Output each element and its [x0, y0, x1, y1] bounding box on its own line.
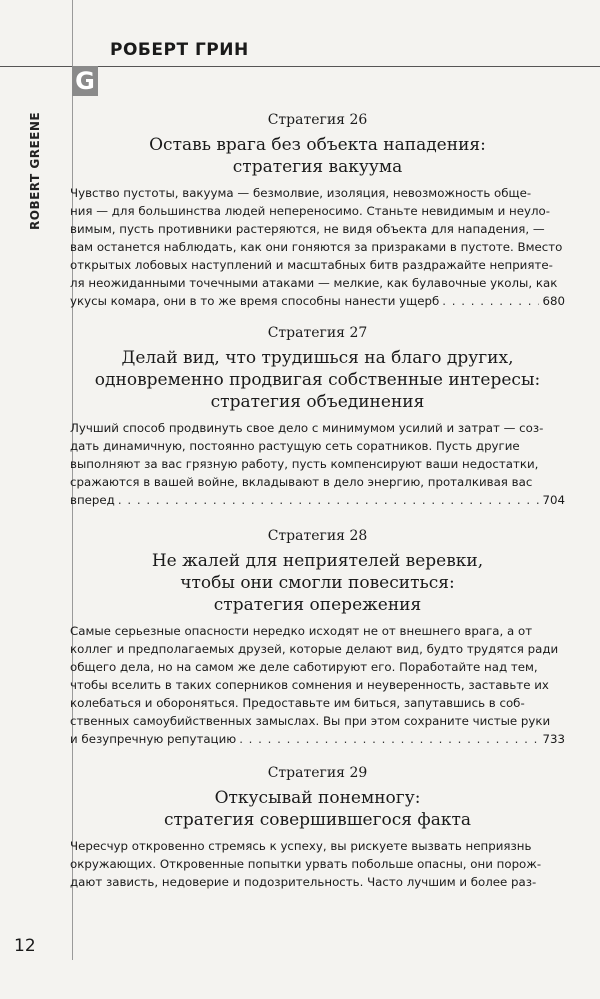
- leader-dots: [442, 292, 539, 310]
- strategy-27: [70, 325, 565, 509]
- strategy-number: Стратегия 27: [267, 325, 368, 341]
- toc-entry-line: [70, 730, 565, 748]
- title-line: Делай вид, что трудишься на благо других,: [121, 348, 514, 368]
- title-line: стратегия вакуума: [232, 157, 403, 177]
- strategy-title: [70, 787, 565, 831]
- strategy-body: [70, 184, 565, 310]
- body-line: ственных самоубийственных замыслах. Вы при этом сохраните чистые руки: [70, 714, 551, 728]
- body-line: и безупречную репутацию: [70, 732, 237, 746]
- page-ref: 680: [542, 294, 565, 308]
- spine-label: [28, 80, 48, 230]
- title-line: стратегия опережения: [213, 595, 422, 615]
- title-line: Откусывай понемногу:: [214, 788, 421, 808]
- strategy-26: [70, 112, 565, 310]
- leader-dots: [118, 491, 540, 509]
- page-ref: 733: [542, 732, 565, 746]
- page-number: 12: [14, 936, 36, 956]
- body-line: Чувство пустоты, вакуума — безмолвие, изоляция, невозможность обще-: [70, 186, 532, 200]
- toc-entry-line: [70, 491, 565, 509]
- spine-text: ROBERT GREENE: [28, 111, 42, 230]
- strategy-title: [70, 347, 565, 413]
- body-line: вимым, пусть противники растеряются, не видя объекта для нападения, —: [70, 222, 545, 236]
- body-line: дать динамичную, постоянно растущую сеть соратников. Пусть другие: [70, 439, 520, 453]
- title-line: стратегия совершившегося факта: [163, 810, 471, 830]
- strategy-body: [70, 622, 565, 748]
- body-line: выполняют за вас грязную работу, пусть компенсируют ваши недостатки,: [70, 457, 539, 471]
- body-line: вам останется наблюдать, как они гоняются за призраками в пустоте. Вместо: [70, 240, 563, 254]
- strategy-body: [70, 419, 565, 509]
- body-line: ния — для большинства людей непереносимо. Станьте невидимым и неуло-: [70, 204, 550, 218]
- strategy-title: [70, 134, 565, 178]
- body-line: Самые серьезные опасности нередко исходят не от внешнего врага, а от: [70, 624, 533, 638]
- body-line: дают зависть, недоверие и подозрительность. Часто лучшим и более раз-: [70, 875, 537, 889]
- title-line: чтобы они смогли повеситься:: [180, 573, 455, 593]
- body-line: окружающих. Откровенные попытки урвать побольше опасны, они порож-: [70, 857, 542, 871]
- body-line: открытых лобовых наступлений и масштабных битв раздражайте неприяте-: [70, 258, 553, 272]
- strategy-number: Стратегия 29: [267, 765, 368, 781]
- leader-dots: [239, 730, 539, 748]
- title-line: стратегия объединения: [210, 392, 425, 412]
- body-line: чтобы вселить в таких соперников сомнения и неуверенность, заставьте их: [70, 678, 549, 692]
- toc-entry-line: [70, 292, 565, 310]
- title-line: одновременно продвигая собственные интересы:: [94, 370, 541, 390]
- strategy-28: [70, 528, 565, 748]
- strategy-body: [70, 837, 565, 891]
- body-line: Лучший способ продвинуть свое дело с минимумом усилий и затрат — соз-: [70, 421, 544, 435]
- strategy-number: Стратегия 26: [267, 112, 368, 128]
- strategy-number: Стратегия 28: [267, 528, 368, 544]
- strategy-29: [70, 765, 565, 891]
- body-line: колебаться и обороняться. Предоставьте им биться, запутавшись в соб-: [70, 696, 525, 710]
- body-line: общего дела, но на самом же деле саботируют его. Поработайте над тем,: [70, 660, 538, 674]
- body-line: Чересчур откровенно стремясь к успеху, вы рискуете вызвать неприязнь: [70, 839, 532, 853]
- body-line: коллег и предполагаемых друзей, которые делают вид, будто трудятся ради: [70, 642, 559, 656]
- body-line: вперед: [70, 493, 115, 507]
- logo-letter: G: [72, 66, 98, 96]
- body-line: сражаются в вашей войне, вкладывают в дело энергию, проталкивая вас: [70, 475, 533, 489]
- running-header-author: РОБЕРТ ГРИН: [110, 40, 249, 60]
- title-line: Не жалей для неприятелей веревки,: [151, 551, 484, 571]
- strategy-title: [70, 550, 565, 616]
- title-line: Оставь врага без объекта нападения:: [149, 135, 486, 155]
- page-ref: 704: [542, 493, 565, 507]
- body-line: ля неожиданными точечными атаками — мелкие, как булавочные уколы, как: [70, 276, 558, 290]
- body-line: укусы комара, они в то же время способны нанести ущерб: [70, 294, 440, 308]
